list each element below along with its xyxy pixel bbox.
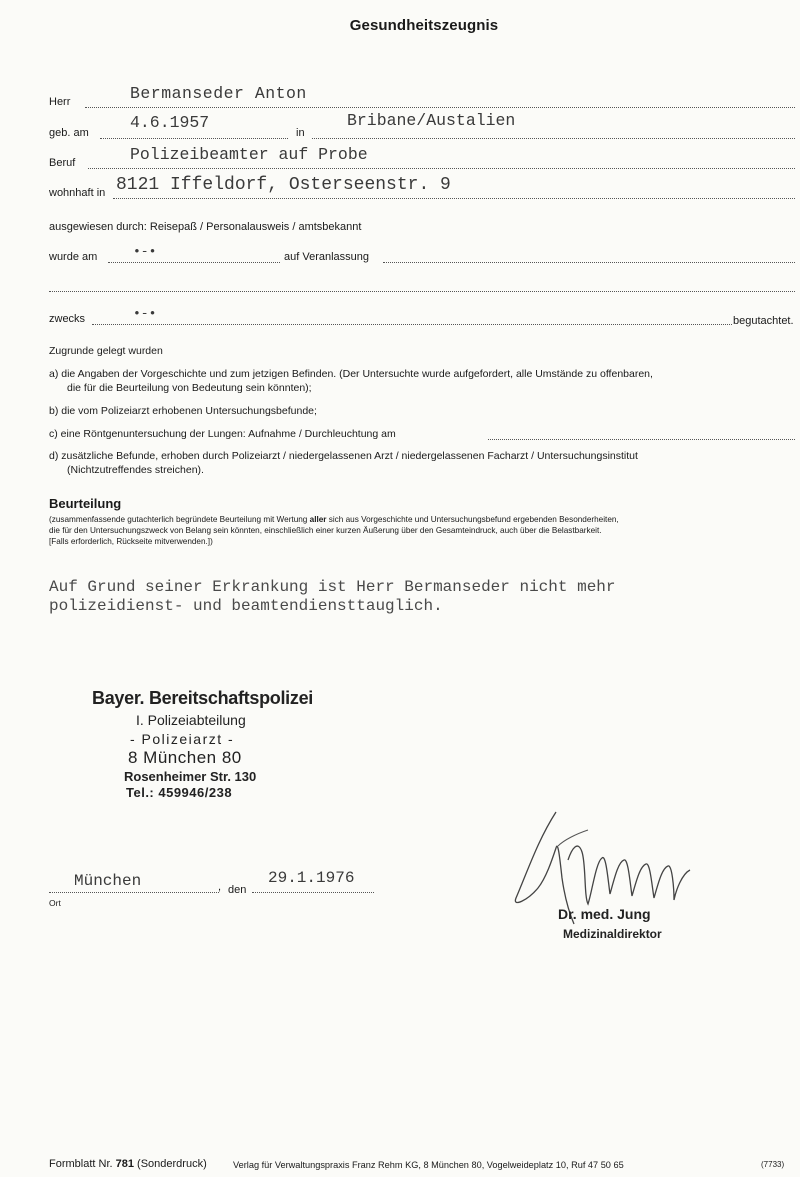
ort-label: Ort xyxy=(49,898,61,908)
herr-value: Bermanseder Anton xyxy=(130,84,307,103)
signature-name: Dr. med. Jung xyxy=(558,906,651,922)
stamp-line5: Rosenheimer Str. 130 xyxy=(124,769,257,784)
zwecks-line xyxy=(92,324,732,325)
beruf-label: Beruf xyxy=(49,157,76,169)
ort-comma: , xyxy=(218,881,222,893)
grundlage-d-line1: d) zusätzliche Befunde, erhoben durch Polizeiarzt / niedergelassenen Arzt / niedergelassenen Facharzt / Untersuchungsinstitut xyxy=(49,450,638,462)
den-label: den xyxy=(228,884,247,896)
beruf-value: Polizeibeamter auf Probe xyxy=(130,145,368,164)
date-line xyxy=(252,892,374,893)
signature-title: Medizinaldirektor xyxy=(563,927,662,941)
footer-number: 781 xyxy=(115,1158,134,1170)
ausgewiesen-text: ausgewiesen durch: Reisepaß / Personalausweis / amtsbekannt xyxy=(49,221,362,233)
stamp-line3: - Polizeiarzt - xyxy=(130,731,235,747)
begutachtet-label: begutachtet. xyxy=(733,315,794,327)
grundlagen-intro: Zugrunde gelegt wurden xyxy=(49,345,163,357)
document-title: Gesundheitszeugnis xyxy=(349,17,499,34)
wurde-am-value: •-• xyxy=(133,244,157,259)
stamp-line2: I. Polizeiabteilung xyxy=(136,712,246,728)
date-value: 29.1.1976 xyxy=(268,869,355,887)
beurteilung-note-line2: die für den Untersuchungszweck von Belang sein könnten, einschließlich einer kurzen Äußerung über den Gesamteindruck, auch über die Belastbarkeit. xyxy=(49,526,602,535)
wohnhaft-line xyxy=(113,198,795,199)
geb-label: geb. am xyxy=(49,127,89,139)
zwecks-label: zwecks xyxy=(49,313,86,325)
grundlage-a-line2: die für die Beurteilung von Bedeutung sein könnten); xyxy=(67,382,312,394)
wohnhaft-value: 8121 Iffeldorf, Osterseenstr. 9 xyxy=(116,175,451,195)
beruf-line xyxy=(88,168,795,169)
stamp-line4: 8 München 80 xyxy=(128,748,242,767)
beurteilung-text-line2: polizeidienst- und beamtendiensttauglich. xyxy=(49,597,443,615)
wurde-am-line xyxy=(108,262,280,263)
grundlage-b: b) die vom Polizeiarzt erhobenen Untersuchungsbefunde; xyxy=(49,405,317,417)
in-line xyxy=(312,138,795,139)
note-part1: (zusammenfassende gutachterlich begründete Beurteilung mit Wertung xyxy=(49,515,310,524)
note-part2: sich aus Vorgeschichte und Untersuchungsbefund ergebenden Besonderheiten, xyxy=(326,515,619,524)
footer-form xyxy=(49,1158,207,1170)
herr-label: Herr xyxy=(49,96,71,108)
stamp-line1: Bayer. Bereitschaftspolizei xyxy=(92,688,313,708)
stamp-line6: Tel.: 459946/238 xyxy=(126,785,233,800)
beurteilung-note-line1 xyxy=(49,514,619,525)
in-value: Bribane/Austalien xyxy=(347,111,516,130)
grundlage-c-line xyxy=(488,439,795,440)
note-bold: aller xyxy=(309,515,327,524)
footer-publisher: Verlag für Verwaltungspraxis Franz Rehm KG, 8 München 80, Vogelweideplatz 10, Ruf 47 50 65 xyxy=(233,1160,624,1170)
beurteilung-heading: Beurteilung xyxy=(49,496,122,511)
footer-prefix: Formblatt Nr. xyxy=(49,1158,116,1170)
wurde-am-label: wurde am xyxy=(49,251,98,263)
geb-line xyxy=(100,138,288,139)
ort-value: München xyxy=(74,872,142,890)
herr-line xyxy=(85,107,795,108)
grundlage-d-line2: (Nichtzutreffendes streichen). xyxy=(67,464,204,476)
grundlage-c: c) eine Röntgenuntersuchung der Lungen: Aufnahme / Durchleuchtung am xyxy=(49,428,396,440)
beurteilung-text-line1: Auf Grund seiner Erkrankung ist Herr Bermanseder nicht mehr xyxy=(49,578,616,596)
footer-code: (7733) xyxy=(761,1160,785,1169)
veranlassung-label: auf Veranlassung xyxy=(284,251,370,263)
footer-sonderdruck: (Sonderdruck) xyxy=(133,1158,207,1170)
wohnhaft-label: wohnhaft in xyxy=(49,187,106,199)
blank-line xyxy=(49,291,795,292)
geb-value: 4.6.1957 xyxy=(130,113,210,132)
zwecks-value: •-• xyxy=(133,306,157,321)
beurteilung-note-line3: [Falls erforderlich, Rückseite mitverwenden.]) xyxy=(49,537,213,546)
grundlage-a-line1: a) die Angaben der Vorgeschichte und zum jetzigen Befinden. (Der Untersuchte wurde aufgefordert, alle Umstände zu offenbaren, xyxy=(49,368,653,380)
in-label: in xyxy=(296,127,305,139)
veranlassung-line xyxy=(383,262,795,263)
ort-line xyxy=(49,892,219,893)
